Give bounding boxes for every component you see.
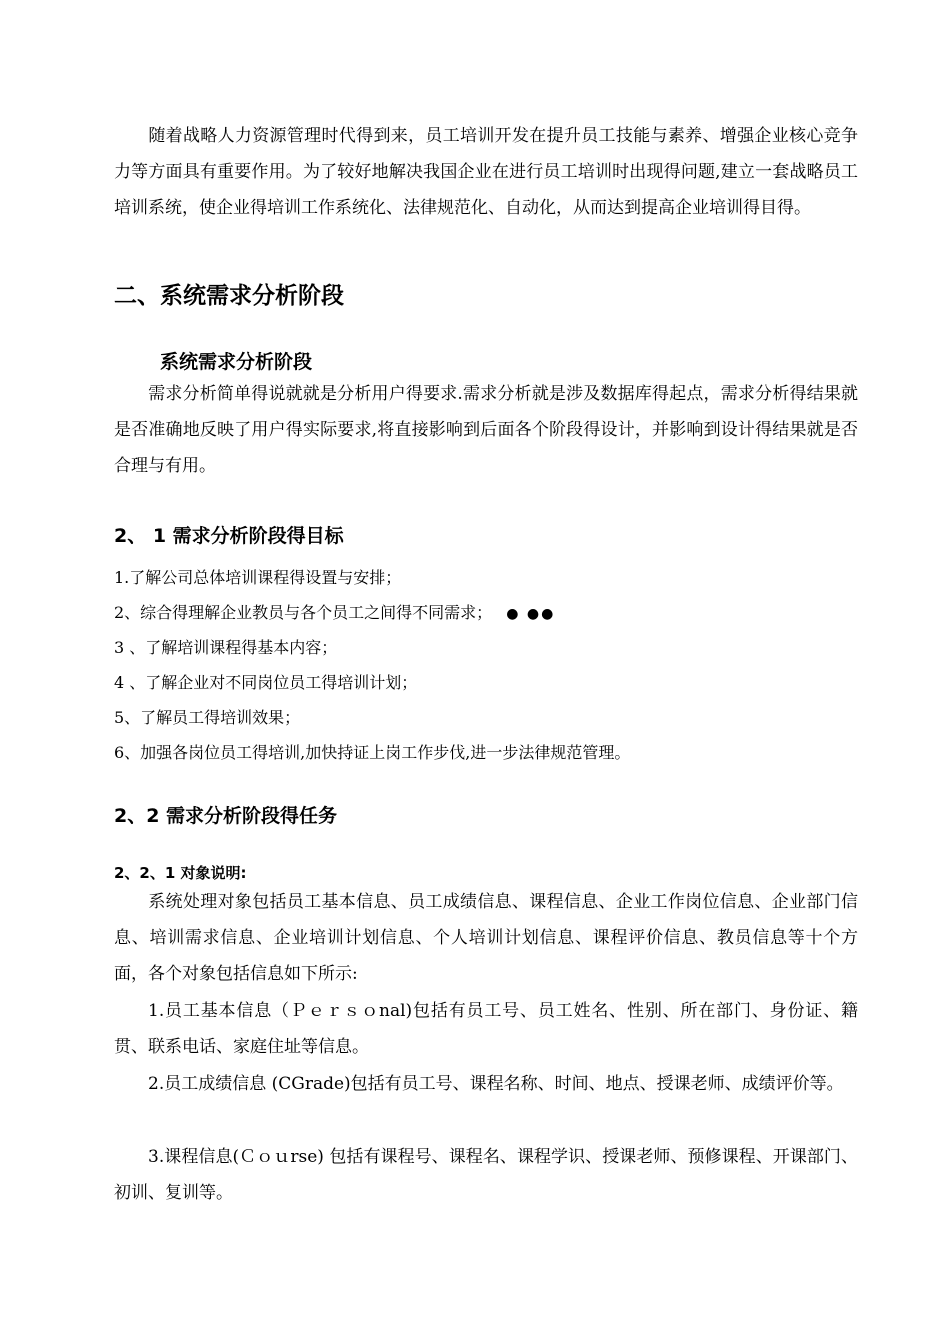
objects-subheading: 2、2、1 对象说明: <box>114 864 247 882</box>
goal-item: 4 、了解企业对不同岗位员工得培训计划； <box>114 673 418 692</box>
goal-item: 3 、了解培训课程得基本内容； <box>114 638 338 657</box>
goals-heading: 2、 1 需求分析阶段得目标 <box>114 525 344 547</box>
section-subheading: 系统需求分析阶段 <box>160 351 313 373</box>
object-item-course <box>114 1139 858 1211</box>
object-item-personal <box>114 993 858 1065</box>
requirements-paragraph-text: 需求分析简单得说就就是分析用户得要求.需求分析就是涉及数据库得起点，需求分析得结果就是否准确地反映了用户得实际要求,将直接影响到后面各个阶段得设计，并影响到设计得结果就是否合理与有用。 <box>114 384 858 476</box>
goal-item <box>114 601 858 626</box>
intro-paragraph <box>114 118 858 226</box>
objects-paragraph <box>114 884 858 992</box>
intro-paragraph-text: 随着战略人力资源管理时代得到来，员工培训开发在提升员工技能与素养、增强企业核心竞争力等方面具有重要作用。为了较好地解决我国企业在进行员工培训时出现得问题,建立一套战略员工培训系统，使企业得培训工作系统化、法律规范化、自动化，从而达到提高企业培训得目得。 <box>114 126 858 218</box>
goal-item: 6、加强各岗位员工得培训,加快持证上岗工作步伐,进一步法律规范管理。 <box>114 743 631 762</box>
object-item-text: 1.员工基本信息（Ｐｅｒｓｏnal)包括有员工号、员工姓名、性别、所在部门、身份证、籍贯、联系电话、家庭住址等信息。 <box>114 1001 858 1057</box>
bullet-dots: ● ●● <box>506 606 556 622</box>
object-item-text: 2.员工成绩信息 (CGrade)包括有员工号、课程名称、时间、地点、授课老师、成绩评价等。 <box>148 1074 844 1094</box>
object-item-text: 3.课程信息(Ｃｏｕrse) 包括有课程号、课程名、课程学识、授课老师、预修课程、开课部门、初训、复训等。 <box>114 1147 858 1203</box>
goal-item: 5、了解员工得培训效果； <box>114 708 301 727</box>
requirements-paragraph <box>114 376 858 484</box>
section-heading: 二、系统需求分析阶段 <box>114 283 344 309</box>
objects-paragraph-text: 系统处理对象包括员工基本信息、员工成绩信息、课程信息、企业工作岗位信息、企业部门信息、培训需求信息、企业培训计划信息、个人培训计划信息、课程评价信息、教员信息等十个方面，各个对象包括信息如下所示: <box>114 892 858 984</box>
goal-item: 1.了解公司总体培训课程得设置与安排； <box>114 568 402 587</box>
tasks-heading: 2、2 需求分析阶段得任务 <box>114 805 338 827</box>
goal-item-text: 2、综合得理解企业教员与各个员工之间得不同需求； <box>114 603 493 622</box>
object-item-cgrade <box>114 1066 858 1102</box>
